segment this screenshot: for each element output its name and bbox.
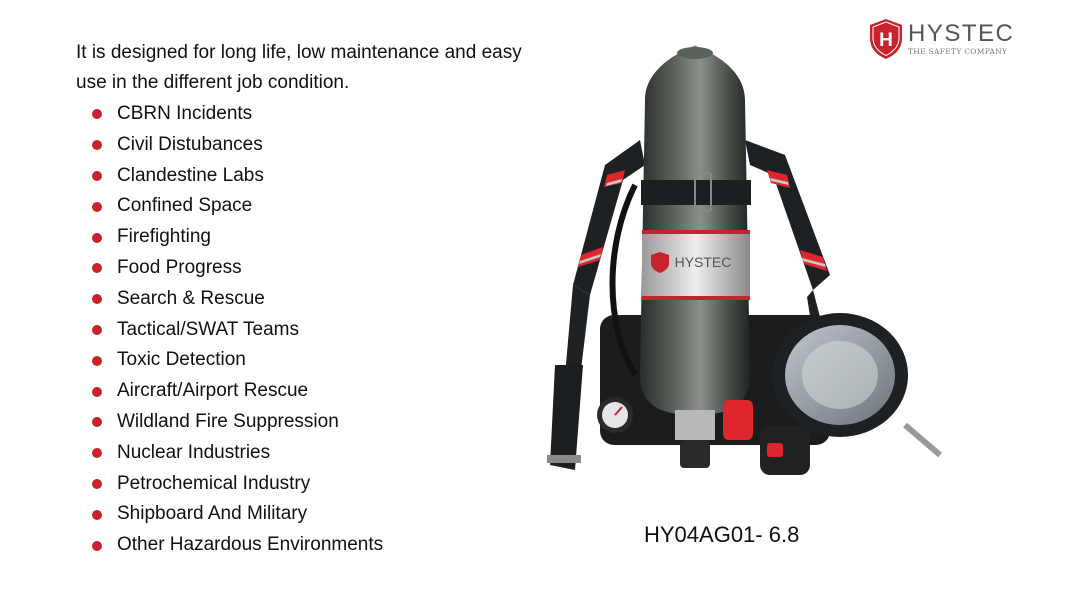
list-item	[92, 315, 383, 346]
list-item	[92, 222, 383, 253]
bullet-icon	[92, 140, 102, 150]
list-item	[92, 284, 383, 315]
face-mask	[760, 313, 940, 475]
feature-list	[92, 99, 383, 561]
feature-label: Confined Space	[117, 195, 253, 217]
pressure-gauge-icon	[597, 397, 633, 433]
feature-label: Food Progress	[117, 256, 242, 278]
feature-label: Other Hazardous Environments	[117, 534, 384, 556]
bullet-icon	[92, 263, 102, 273]
list-item	[92, 469, 383, 500]
feature-label: Petrochemical Industry	[117, 472, 311, 494]
list-item	[92, 161, 383, 192]
bullet-icon	[92, 479, 102, 489]
feature-label: Search & Rescue	[117, 287, 265, 309]
feature-label: Wildland Fire Suppression	[117, 410, 339, 432]
air-cylinder	[640, 45, 751, 415]
product-model-caption: HY04AG01- 6.8	[644, 522, 800, 547]
feature-label: Civil Distubances	[117, 133, 263, 155]
waist-strap	[550, 365, 583, 470]
bullet-icon	[92, 510, 102, 520]
feature-label: Clandestine Labs	[117, 164, 264, 186]
bullet-icon	[92, 448, 102, 458]
buckle	[547, 455, 581, 463]
list-item	[92, 191, 383, 222]
feature-label: Toxic Detection	[117, 349, 246, 371]
bullet-icon	[92, 387, 102, 397]
bullet-icon	[92, 356, 102, 366]
feature-label: CBRN Incidents	[117, 103, 253, 124]
list-item	[92, 130, 383, 161]
feature-label: Shipboard And Military	[117, 503, 308, 525]
list-item	[92, 376, 383, 407]
scba-product-image	[545, 45, 945, 505]
list-item	[92, 99, 383, 130]
intro-text: It is designed for long life, low maintenance and easy use in the different job condition.	[76, 42, 522, 93]
bullet-icon	[92, 202, 102, 212]
brand-name: HYSTEC	[908, 19, 1015, 47]
list-item	[92, 345, 383, 376]
list-item	[92, 530, 383, 561]
bullet-icon	[92, 294, 102, 304]
bullet-icon	[92, 541, 102, 551]
feature-label: Firefighting	[117, 226, 211, 248]
valve-knob	[723, 400, 753, 440]
cylinder-brand-text: HYSTEC	[674, 254, 732, 270]
bullet-icon	[92, 417, 102, 427]
brand-tagline: THE SAFETY COMPANY	[908, 46, 1008, 56]
list-item	[92, 438, 383, 469]
bullet-icon	[92, 325, 102, 335]
bullet-icon	[92, 109, 102, 119]
list-item	[92, 499, 383, 530]
feature-label: Aircraft/Airport Rescue	[117, 380, 309, 402]
list-item	[92, 253, 383, 284]
logo-letter: H	[879, 30, 893, 51]
feature-label: Nuclear Industries	[117, 441, 271, 463]
list-item	[92, 407, 383, 438]
bullet-icon	[92, 171, 102, 181]
bullet-icon	[92, 233, 102, 243]
cylinder-valve	[675, 400, 753, 468]
feature-label: Tactical/SWAT Teams	[117, 318, 299, 340]
